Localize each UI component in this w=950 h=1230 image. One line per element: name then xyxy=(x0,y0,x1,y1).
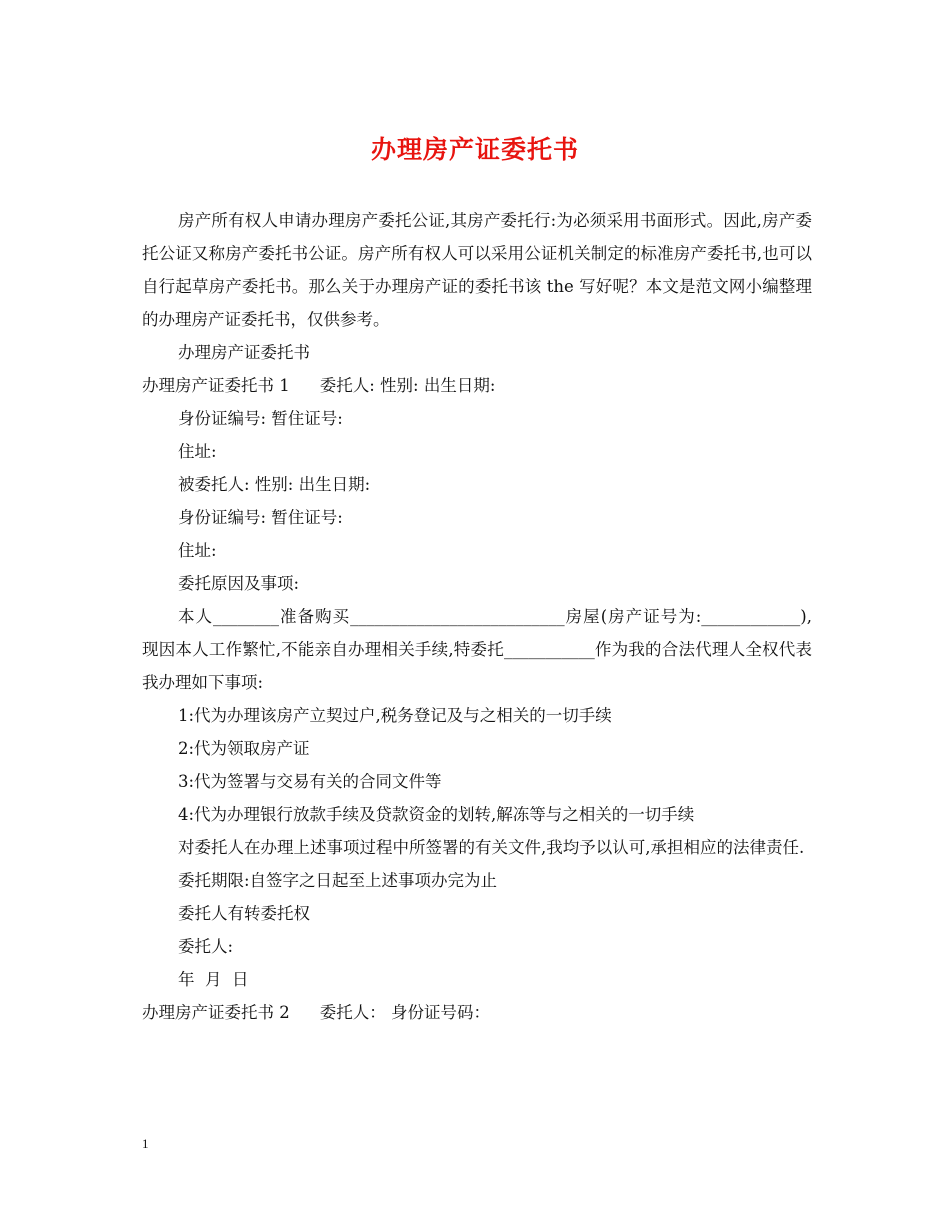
agent-info-line: 被委托人: 性别: 出生日期: xyxy=(178,475,371,494)
page-number: 1 xyxy=(142,1136,149,1151)
agent-address-line: 住址: xyxy=(178,541,217,560)
date-line: 年 月 日 xyxy=(178,970,249,989)
section-1-label: 办理房产证委托书 1 xyxy=(142,376,290,395)
transfer-line: 委托人有转委托权 xyxy=(178,904,310,923)
section-1-principal-line: 委托人: 性别: 出生日期: xyxy=(319,376,496,395)
signer-line: 委托人: xyxy=(178,937,234,956)
principal-id-line: 身份证编号: 暂住证号: xyxy=(178,409,343,428)
section-1-heading-line xyxy=(142,369,812,402)
acknowledge-paragraph: 对委托人在办理上述事项过程中所签署的有关文件,我均予以认可,承担相应的法律责任. xyxy=(178,838,805,857)
item-4: 4:代为办理银行放款手续及贷款资金的划转,解冻等与之相关的一切手续 xyxy=(178,805,695,824)
agent-id-line: 身份证编号: 暂住证号: xyxy=(178,508,343,527)
section-2-principal-line: 委托人： 身份证号码： xyxy=(319,1003,490,1022)
subtitle-line: 办理房产证委托书 xyxy=(178,343,310,362)
period-line: 委托期限:自签字之日起至上述事项办完为止 xyxy=(178,871,498,890)
document-body xyxy=(142,204,812,1029)
intro-paragraph: 房产所有权人申请办理房产委托公证,其房产委托行:为必须采用书面形式。因此,房产委托公证又称房产委托书公证。房产所有权人可以采用公证机关制定的标准房产委托书,也可以自行起草房产委托书。那么关于办理房产证的委托书该 the 写好呢？本文是范文网小编整理的办理房产证委托书，仅供参考。 xyxy=(142,211,812,329)
principal-address-line: 住址: xyxy=(178,442,217,461)
document-title: 办理房产证委托书 xyxy=(370,135,579,164)
section-2-heading-line xyxy=(142,996,812,1029)
section-2-label: 办理房产证委托书 2 xyxy=(142,1003,290,1022)
item-2: 2:代为领取房产证 xyxy=(178,739,310,758)
statement-paragraph: 本人________准备购买__________________________房屋(房产证号为:____________),现因本人工作繁忙,不能亲自办理相关手续,特委托___________作为我的合法代理人全权代表我办理如下事项: xyxy=(142,607,812,692)
item-1: 1:代为办理该房产立契过户,税务登记及与之相关的一切手续 xyxy=(178,706,612,725)
item-3: 3:代为签署与交易有关的合同文件等 xyxy=(178,772,442,791)
reason-heading-line: 委托原因及事项: xyxy=(178,574,300,593)
